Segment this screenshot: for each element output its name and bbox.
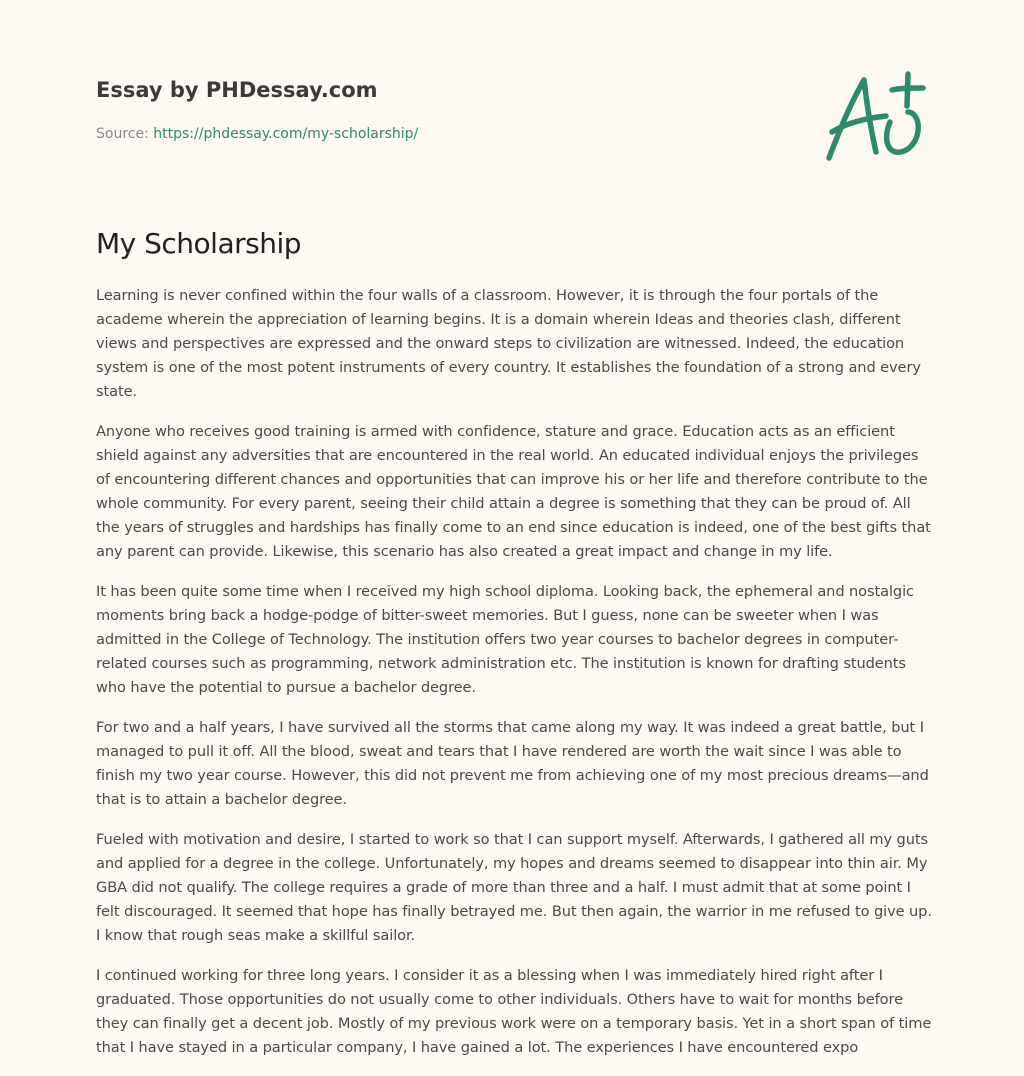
paragraph: Anyone who receives good training is armed with confidence, stature and grace. Education acts as an efficient shield against any adversities that are encountered in the real world. An educated individual enjoys the privileges of encountering different chances and opportunities that can improve his or her life and therefore contribute to the whole community. For every parent, seeing their child attain a degree is something that they can be proud of. All the years of struggles and hardships has finally come to an end since education is indeed, one of the best gifts that any parent can provide. Likewise, this scenario has also created a great impact and change in my life. <box>96 423 931 560</box>
essay-header <box>96 76 796 144</box>
paragraph: I continued working for three long years. I consider it as a blessing when I was immediately hired right after I graduated. Those opportunities do not usually come to other individuals. Others have to wait for months before they can finally get a decent job. Mostly of my previous work were on a temporary basis. Yet in a short span of time that I have stayed in a particular company, I have gained a lot. The experiences I have encountered expo <box>96 967 932 1056</box>
essay-body <box>96 284 934 1076</box>
source-link[interactable]: https://phdessay.com/my-scholarship/ <box>153 126 419 142</box>
site-brand: Essay by PHDessay.com <box>96 78 378 102</box>
paragraph: Learning is never confined within the four walls of a classroom. However, it is through the four portals of the academe wherein the appreciation of learning begins. It is a domain wherein Ideas and theories clash, different views and perspectives are expressed and the onward steps to civilization are witnessed. Indeed, the education system is one of the most potent instruments of every country. It establishes the foundation of a strong and every state. <box>96 287 921 400</box>
paragraph: It has been quite some time when I received my high school diploma. Looking back, the ephemeral and nostalgic moments bring back a hodge-podge of bitter-sweet memories. But I guess, none can be sweeter when I was admitted in the College of Technology. The institution offers two year courses to bachelor degrees in computer-related courses such as programming, network administration etc. The institution is known for drafting students who have the potential to pursue a bachelor degree. <box>96 583 914 696</box>
essay-title: My Scholarship <box>96 227 302 260</box>
paragraph: For two and a half years, I have survived all the storms that came along my way. It was indeed a great battle, but I managed to pull it off. All the blood, sweat and tears that I have rendered are worth the wait since I was able to finish my two year course. However, this did not prevent me from achieving one of my most precious dreams—and that is to attain a bachelor degree. <box>96 719 929 808</box>
paragraph: Fueled with motivation and desire, I started to work so that I can support myself. Afterwards, I gathered all my guts and applied for a degree in the college. Unfortunately, my hopes and dreams seemed to disappear into thin air. My GBA did not qualify. The college requires a grade of more than three and a half. I must admit that at some point I felt discouraged. It seemed that hope has finally betrayed me. But then again, the warrior in me refused to give up. I know that rough seas make a skillful sailor. <box>96 831 932 944</box>
source-line <box>96 124 796 144</box>
a-plus-grade-icon <box>820 66 930 166</box>
source-label: Source: <box>96 126 149 142</box>
